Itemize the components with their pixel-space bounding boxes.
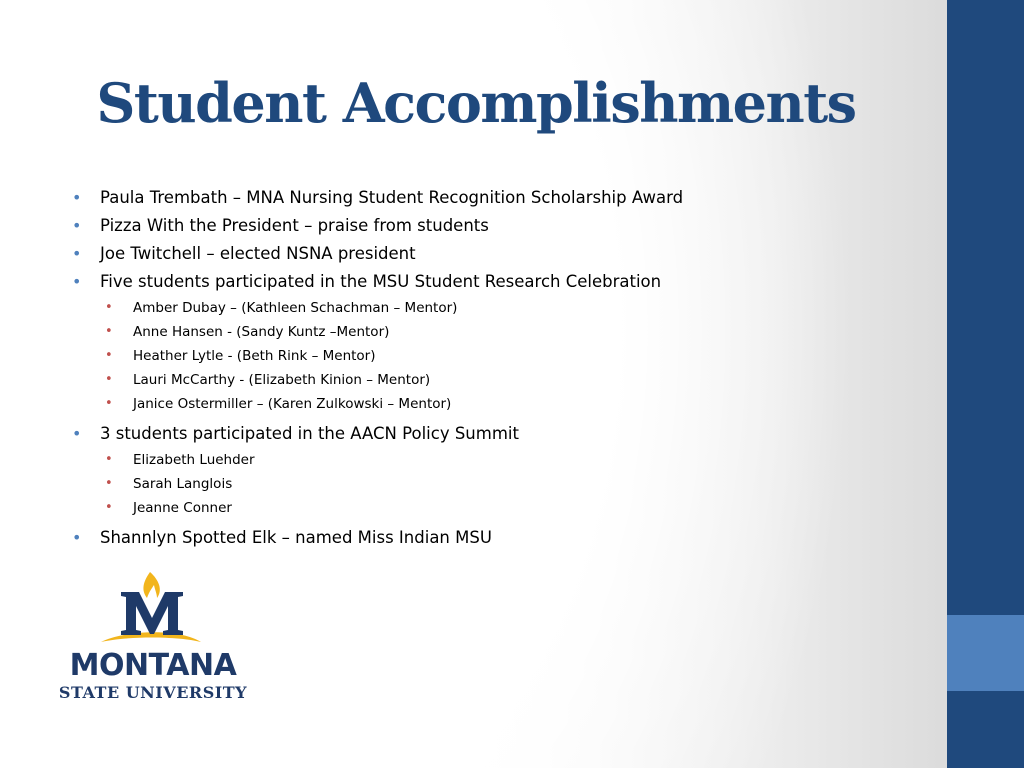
bullet-icon: • xyxy=(72,244,82,263)
bullet-item xyxy=(72,184,932,212)
sub-bullet-icon: • xyxy=(105,324,113,339)
sub-bullet-list xyxy=(72,296,932,416)
bullet-icon: • xyxy=(72,188,82,207)
sub-bullet-icon: • xyxy=(105,348,113,363)
sub-bullet-text: Elizabeth Luehder xyxy=(133,452,255,468)
bullet-text: 3 students participated in the AACN Policy Summit xyxy=(100,424,519,443)
sub-bullet-item xyxy=(72,320,932,344)
logo-line-state-university: STATE UNIVERSITY xyxy=(58,683,248,702)
sub-bullet-text: Janice Ostermiller – (Karen Zulkowski – Mentor) xyxy=(133,396,452,412)
bullet-icon: • xyxy=(72,216,82,235)
sub-bullet-icon: • xyxy=(105,476,113,491)
bullet-item xyxy=(72,524,932,552)
sub-bullet-list xyxy=(72,448,932,520)
bullet-icon: • xyxy=(72,272,82,291)
sub-bullet-item xyxy=(72,392,932,416)
logo-line-montana: MONTANA xyxy=(69,648,237,683)
sub-bullet-item xyxy=(72,448,932,472)
flame-icon xyxy=(143,572,159,598)
bullet-text: Pizza With the President – praise from students xyxy=(100,216,489,235)
sub-bullet-icon: • xyxy=(105,452,113,467)
bullet-item xyxy=(72,420,932,448)
bullet-text: Shannlyn Spotted Elk – named Miss Indian MSU xyxy=(100,528,492,547)
sub-bullet-text: Sarah Langlois xyxy=(133,476,233,492)
sub-bullet-icon: • xyxy=(105,500,113,515)
bullet-text: Paula Trembath – MNA Nursing Student Recognition Scholarship Award xyxy=(100,188,684,207)
bullet-list xyxy=(72,184,932,552)
sub-bullet-text: Jeanne Conner xyxy=(133,500,232,516)
sub-bullet-item xyxy=(72,368,932,392)
bullet-item xyxy=(72,268,932,296)
bullet-icon: • xyxy=(72,424,82,443)
montana-state-m-logo-icon xyxy=(55,568,249,650)
sub-bullet-item xyxy=(72,496,932,520)
bullet-text: Joe Twitchell – elected NSNA president xyxy=(100,244,416,263)
bullet-text: Five students participated in the MSU Student Research Celebration xyxy=(100,272,662,291)
bullet-item xyxy=(72,240,932,268)
sub-bullet-item xyxy=(72,472,932,496)
sub-bullet-text: Anne Hansen - (Sandy Kuntz –Mentor) xyxy=(133,324,390,340)
bullet-item xyxy=(72,212,932,240)
sub-bullet-text: Amber Dubay – (Kathleen Schachman – Mentor) xyxy=(133,300,458,316)
sub-bullet-item xyxy=(72,296,932,320)
bullet-icon: • xyxy=(72,528,82,547)
sub-bullet-text: Lauri McCarthy - (Elizabeth Kinion – Mentor) xyxy=(133,372,431,388)
sub-bullet-item xyxy=(72,344,932,368)
m-letter-icon xyxy=(121,592,183,635)
sub-bullet-icon: • xyxy=(105,300,113,315)
sidebar-accent-block xyxy=(947,615,1024,691)
sub-bullet-text: Heather Lytle - (Beth Rink – Mentor) xyxy=(133,348,376,364)
sub-bullet-icon: • xyxy=(105,396,113,411)
sub-bullet-icon: • xyxy=(105,372,113,387)
slide-title: Student Accomplishments xyxy=(96,71,856,135)
